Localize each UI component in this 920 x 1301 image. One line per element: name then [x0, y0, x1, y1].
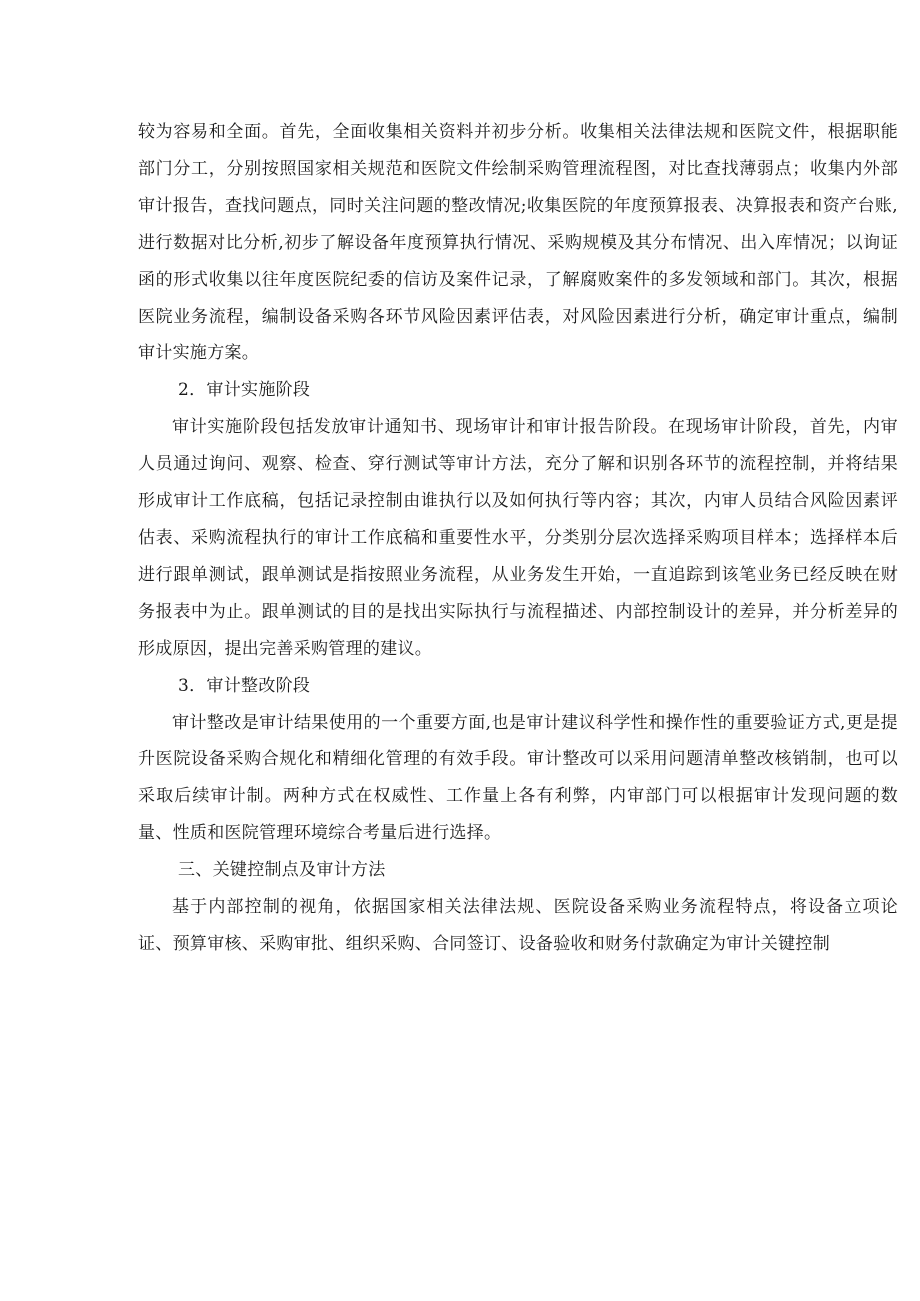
section-heading-audit-implementation: 2．审计实施阶段: [178, 380, 311, 401]
document-page: [138, 114, 898, 963]
paragraph-audit-implementation: 审计实施阶段包括发放审计通知书、现场审计和审计报告阶段。在现场审计阶段，首先，内审人员通过询问、观察、检查、穿行测试等审计方法，充分了解和识别各环节的流程控制，并将结果形成审计工作底稿，包括记录控制由谁执行以及如何执行等内容；其次，内审人员结合风险因素评估表、采购流程执行的审计工作底稿和重要性水平，分类别分层次选择采购项目样本；选择样本后进行跟单测试，跟单测试是指按照业务流程，从业务发生开始，一直追踪到该笔业务已经反映在财务报表中为止。跟单测试的目的是找出实际执行与流程描述、内部控制设计的差异，并分析差异的形成原因，提出完善采购管理的建议。: [138, 417, 898, 659]
paragraph-audit-rectification: 审计整改是审计结果使用的一个重要方面,也是审计建议科学性和操作性的重要验证方式,更是提升医院设备采购合规化和精细化管理的有效手段。审计整改可以采用问题清单整改核销制，也可以采取后续审计制。两种方式在权威性、工作量上各有利弊，内审部门可以根据审计发现问题的数量、性质和医院管理环境综合考量后进行选择。: [138, 712, 898, 844]
paragraph-collection-phase: 较为容易和全面。首先，全面收集相关资料并初步分析。收集相关法律法规和医院文件，根据职能部门分工，分别按照国家相关规范和医院文件绘制采购管理流程图，对比查找薄弱点；收集内外部审计报告，查找问题点，同时关注问题的整改情况;收集医院的年度预算报表、决算报表和资产台账,进行数据对比分析,初步了解设备年度预算执行情况、采购规模及其分布情况、出入库情况；以询证函的形式收集以往年度医院纪委的信访及案件记录，了解腐败案件的多发领域和部门。其次，根据医院业务流程，编制设备采购各环节风险因素评估表，对风险因素进行分析，确定审计重点，编制审计实施方案。: [138, 122, 898, 364]
section-heading-audit-rectification: 3．审计整改阶段: [178, 675, 311, 696]
section-heading-key-control-points: 三、关键控制点及审计方法: [178, 860, 386, 881]
paragraph-key-control-points: 基于内部控制的视角，依据国家相关法律法规、医院设备采购业务流程特点，将设备立项论证、预算审核、采购审批、组织采购、合同签订、设备验收和财务付款确定为审计关键控制: [138, 897, 898, 954]
